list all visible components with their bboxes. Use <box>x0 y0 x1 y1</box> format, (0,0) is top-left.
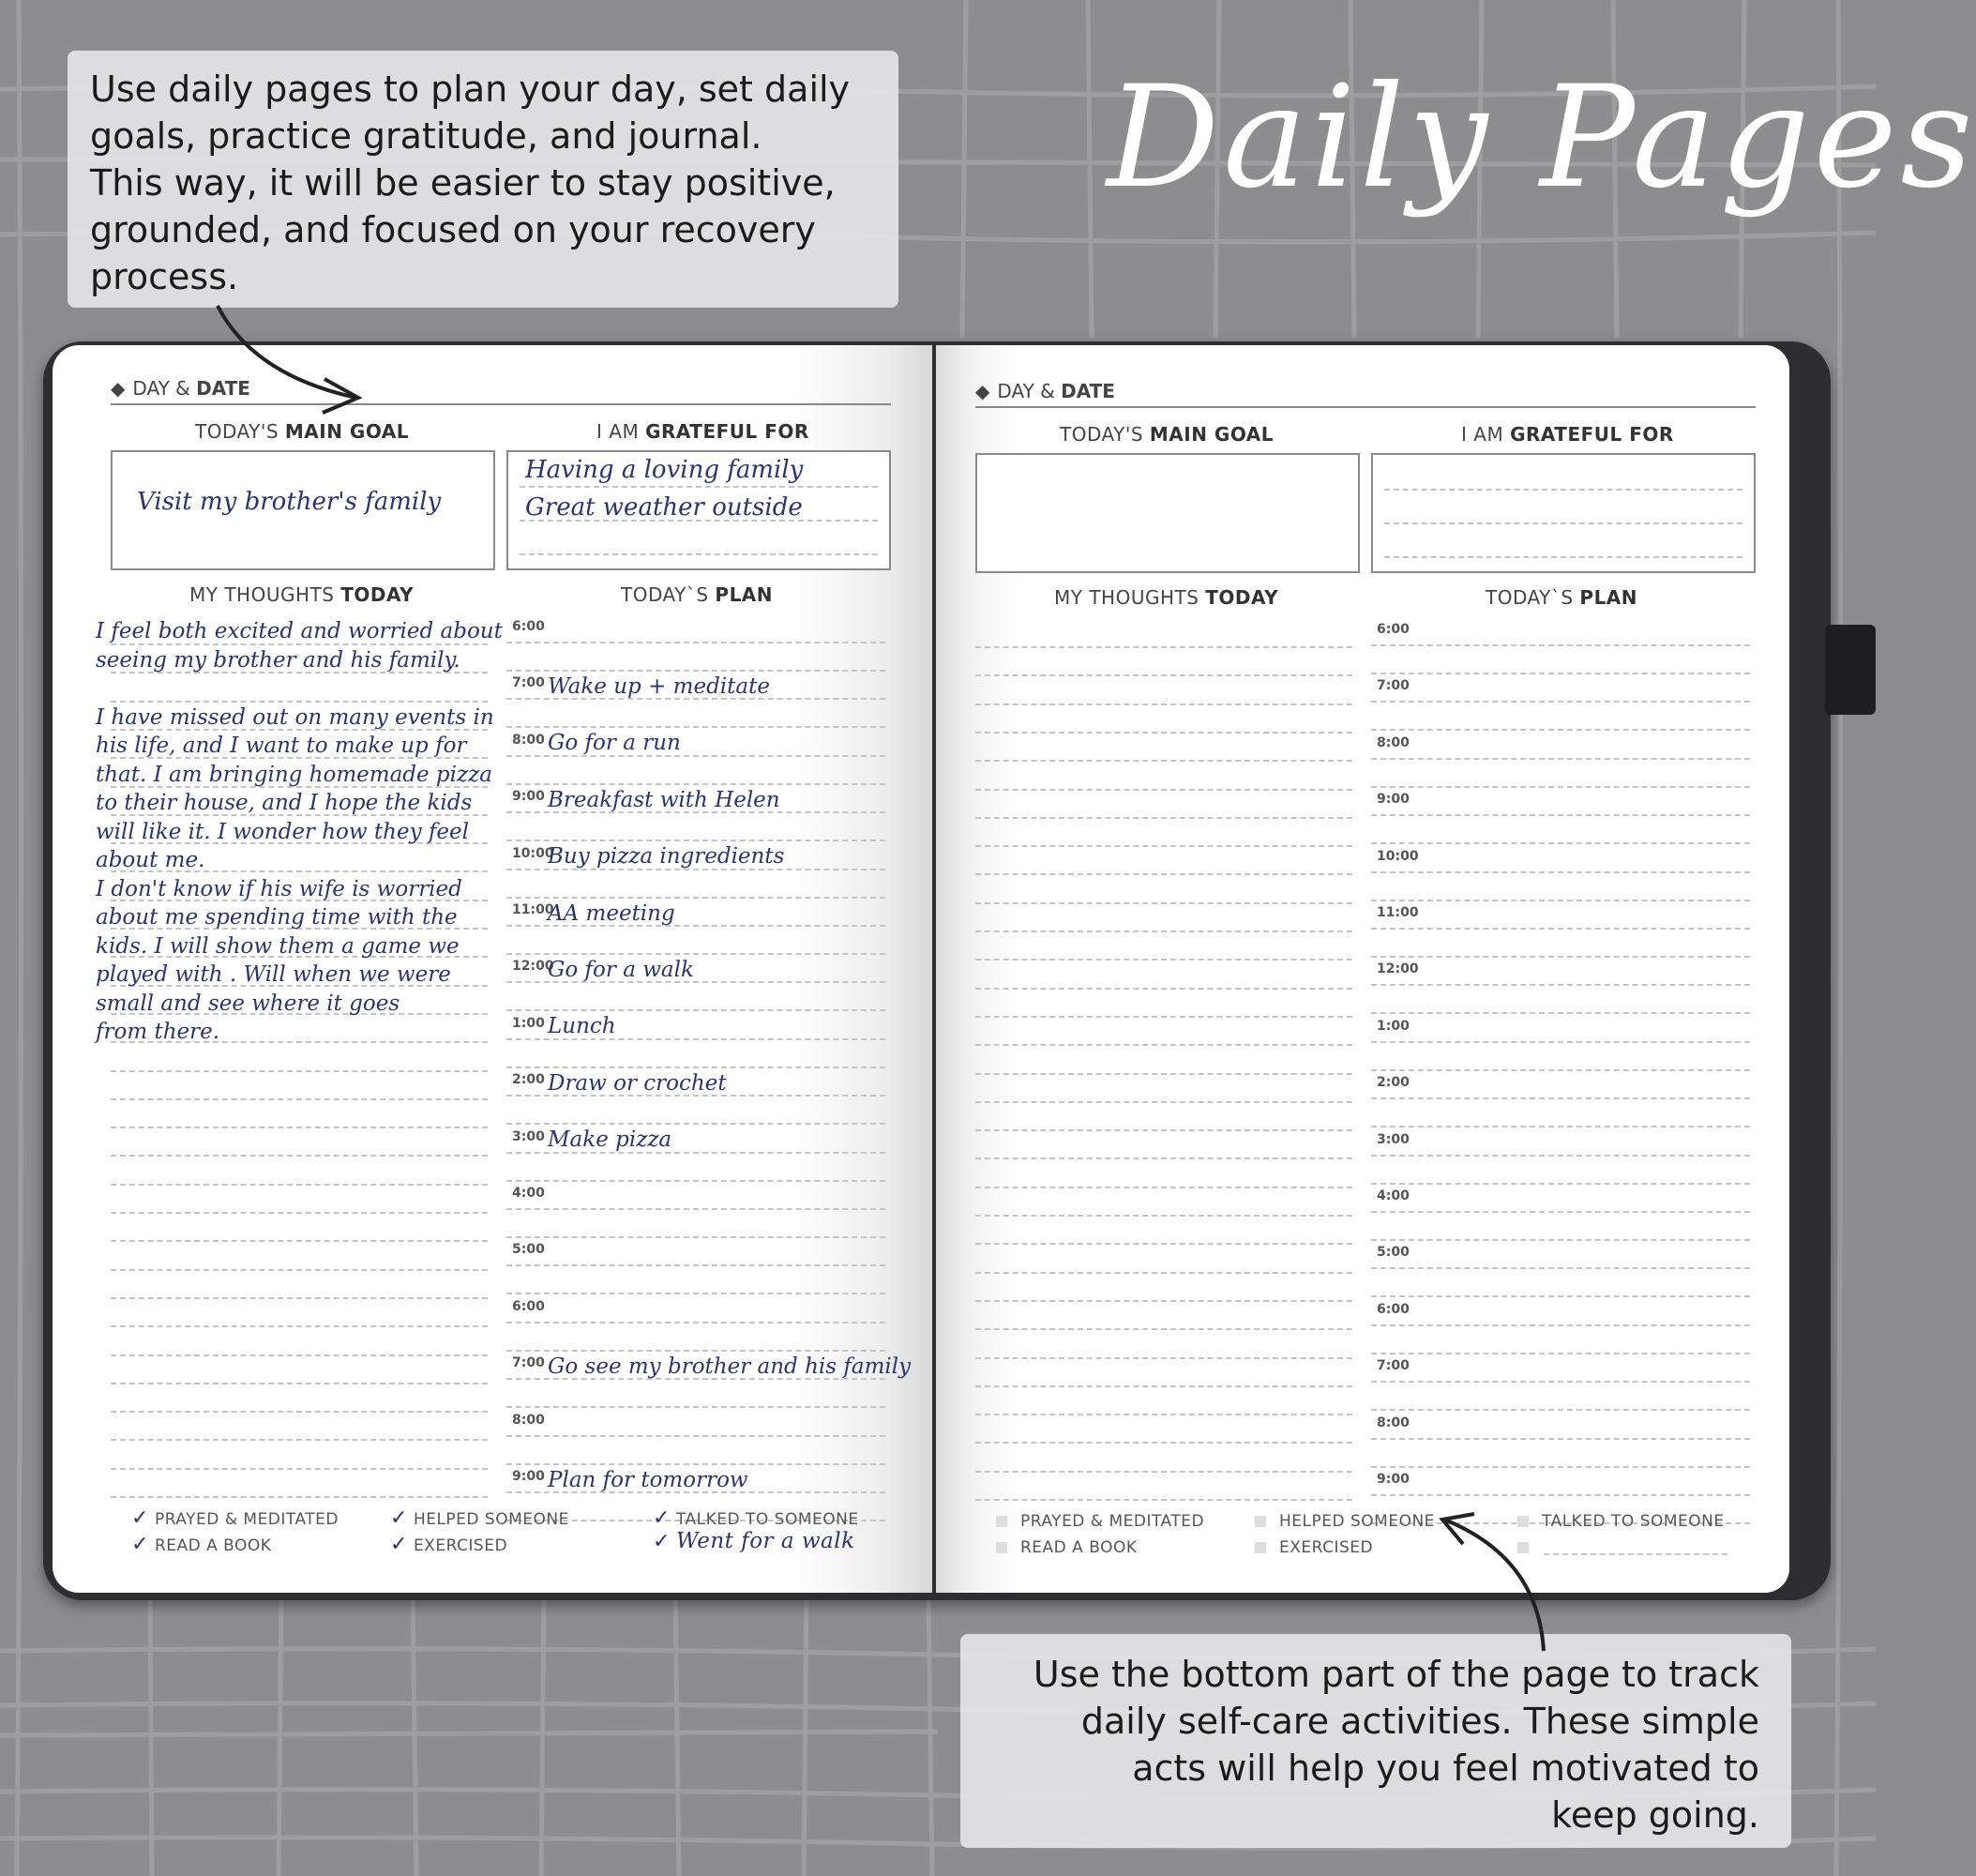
thoughts-line <box>111 701 488 703</box>
checklist-exercised[interactable] <box>1255 1538 1373 1557</box>
plan-line <box>1371 1239 1750 1241</box>
intro-callout-line: process. <box>90 256 239 297</box>
thought-line: to their house, and I hope the kids <box>96 791 473 815</box>
thoughts-line <box>975 1499 1352 1501</box>
day-date-label <box>975 380 1115 402</box>
plan-line <box>506 1009 885 1011</box>
thought-line: seeing my brother and his family. <box>96 647 460 673</box>
thoughts-line <box>111 1127 488 1128</box>
plan-line <box>506 1435 885 1437</box>
main-goal-heading-bold: MAIN GOAL <box>284 420 410 443</box>
checkbox-icon[interactable] <box>1255 1542 1266 1553</box>
check-icon[interactable]: ✓ <box>390 1506 408 1530</box>
time-slot-11: 5:00 <box>1377 1245 1410 1261</box>
plan-line <box>506 1322 885 1324</box>
custom-activity-line <box>1544 1553 1727 1555</box>
check-icon[interactable]: ✓ <box>131 1506 149 1530</box>
time-slot-4: 10:00 <box>512 845 554 861</box>
thought-line: played with . Will when we were <box>96 962 451 987</box>
thoughts-line <box>975 1300 1352 1302</box>
thought-line: small and see where it goes <box>96 991 400 1016</box>
thought-line: will like it. I wonder how they feel <box>96 819 469 844</box>
thoughts-line <box>975 817 1352 819</box>
plan-entry: Go for a walk <box>548 958 694 982</box>
thoughts-line <box>975 789 1352 791</box>
custom-activity-text: Went for a walk <box>675 1529 855 1553</box>
elastic-strap <box>1825 625 1876 715</box>
time-slot-1: 7:00 <box>1377 678 1410 694</box>
plan-line <box>1371 1324 1750 1326</box>
checklist-label: HELPED SOMEONE <box>413 1510 569 1529</box>
plan-entry: AA meeting <box>548 900 675 926</box>
thoughts-line <box>111 1212 488 1214</box>
grateful-heading-bold: GRATEFUL FOR <box>645 420 809 443</box>
plan-line <box>506 1180 885 1182</box>
time-slot-0: 6:00 <box>512 619 545 634</box>
plan-line <box>1371 1183 1750 1185</box>
thoughts-heading <box>1054 586 1278 609</box>
check-icon[interactable]: ✓ <box>653 1506 671 1530</box>
plan-entry: Go see my brother and his family <box>548 1354 912 1379</box>
checklist-custom[interactable] <box>653 1529 855 1553</box>
thoughts-heading <box>189 583 414 606</box>
thoughts-line <box>975 760 1352 762</box>
time-slot-15: 9:00 <box>512 1469 545 1484</box>
thoughts-line <box>975 1442 1352 1444</box>
grateful-line <box>1384 489 1742 491</box>
intro-callout-line: grounded, and focused on your recovery <box>90 209 816 250</box>
plan-heading-bold: PLAN <box>1579 586 1638 609</box>
thoughts-line <box>975 988 1352 990</box>
plan-line <box>1371 814 1750 816</box>
plan-entry: Wake up + meditate <box>548 674 770 699</box>
time-slot-8: 2:00 <box>512 1072 545 1088</box>
time-slot-10: 4:00 <box>1377 1188 1410 1203</box>
tracking-callout-line: keep going. <box>1551 1794 1759 1836</box>
plan-line <box>1371 673 1750 674</box>
plan-line <box>1371 729 1750 731</box>
grateful-line <box>520 553 878 555</box>
thoughts-line <box>111 1155 488 1157</box>
plan-line <box>1371 928 1750 930</box>
grateful-item: Having a loving family <box>525 456 804 484</box>
day-date-bold: DATE <box>196 377 250 400</box>
plan-line <box>1371 1126 1750 1127</box>
plan-entry: Make pizza <box>548 1127 672 1153</box>
plan-line <box>506 1264 885 1266</box>
time-slot-13: 7:00 <box>1377 1358 1410 1374</box>
grateful-line <box>1384 522 1742 524</box>
thought-line: his life, and I want to make up for <box>96 734 467 758</box>
plan-line <box>506 726 885 728</box>
checklist-helped[interactable] <box>1255 1512 1435 1531</box>
thoughts-line <box>975 674 1352 676</box>
grateful-box <box>1371 453 1756 573</box>
thoughts-line <box>975 1073 1352 1075</box>
plan-line <box>506 1350 885 1352</box>
checklist-label: PRAYED & MEDITATED <box>154 1510 339 1529</box>
time-slot-12: 6:00 <box>1377 1301 1410 1317</box>
grateful-heading-text: I AM <box>596 420 646 443</box>
thought-line: I have missed out on many events in <box>96 704 494 730</box>
time-slot-8: 2:00 <box>1377 1075 1410 1091</box>
tracking-callout-line: Use the bottom part of the page to track <box>1033 1654 1759 1695</box>
plan-line <box>1371 1155 1750 1157</box>
thoughts-heading-bold: TODAY <box>340 583 415 606</box>
thoughts-line <box>975 1385 1352 1387</box>
thoughts-line <box>975 1129 1352 1131</box>
thoughts-heading-bold: TODAY <box>1205 586 1279 609</box>
thoughts-line <box>975 1272 1352 1274</box>
thoughts-line <box>975 1044 1352 1046</box>
thoughts-line <box>111 1325 488 1327</box>
intro-callout-line: This way, it will be easier to stay positive, <box>90 162 836 204</box>
time-slot-6: 12:00 <box>1377 961 1419 977</box>
checkbox-icon[interactable] <box>1255 1516 1266 1527</box>
plan-entry: Go for a run <box>548 731 681 756</box>
plan-entry: Lunch <box>548 1014 616 1039</box>
plan-line <box>1371 956 1750 958</box>
thoughts-line <box>975 1101 1352 1103</box>
plan-line <box>1371 1466 1750 1468</box>
plan-line <box>1371 871 1750 873</box>
plan-line <box>1371 1353 1750 1354</box>
header-rule <box>111 403 891 405</box>
checklist-prayed[interactable] <box>131 1506 339 1530</box>
plan-entry: Breakfast with Helen <box>548 787 780 812</box>
tracking-callout-line: acts will help you feel motivated to <box>1132 1747 1759 1789</box>
plan-line <box>1371 644 1750 646</box>
thoughts-line <box>975 1357 1352 1359</box>
grateful-heading-text: I AM <box>1461 423 1511 446</box>
plan-line <box>506 840 885 841</box>
plan-line <box>506 1208 885 1210</box>
thoughts-line <box>975 646 1352 648</box>
plan-line <box>506 1067 885 1068</box>
grateful-heading-bold: GRATEFUL FOR <box>1510 423 1674 446</box>
leaf-icon: ◆ <box>111 377 126 400</box>
plan-line <box>1371 842 1750 844</box>
checklist-read[interactable] <box>996 1538 1137 1557</box>
day-date-text: DAY & <box>132 377 197 400</box>
thoughts-line <box>111 1496 488 1498</box>
header-rule <box>975 406 1756 408</box>
plan-entry: Buy pizza ingredients <box>548 844 785 870</box>
time-slot-14: 8:00 <box>512 1412 545 1428</box>
thought-line: from there. <box>96 1020 220 1044</box>
plan-heading <box>621 583 773 606</box>
check-icon[interactable]: ✓ <box>131 1533 149 1556</box>
thoughts-line <box>111 1297 488 1299</box>
plan-line <box>1371 1409 1750 1411</box>
thought-line: that. I am bringing homemade pizza <box>96 762 492 787</box>
thoughts-heading-text: MY THOUGHTS <box>1054 586 1206 609</box>
day-date-label <box>111 377 250 400</box>
time-slot-0: 6:00 <box>1377 622 1410 637</box>
thoughts-line <box>111 1411 488 1413</box>
checklist-label: EXERCISED <box>413 1536 508 1555</box>
grateful-heading <box>596 420 809 443</box>
checklist-label: HELPED SOMEONE <box>1279 1512 1435 1531</box>
plan-line <box>1371 758 1750 760</box>
plan-heading-text: TODAY`S <box>1486 586 1580 609</box>
grateful-line <box>1384 556 1742 558</box>
plan-line <box>506 1236 885 1238</box>
intro-callout-line: Use daily pages to plan your day, set daily <box>90 68 851 110</box>
time-slot-12: 6:00 <box>512 1298 545 1314</box>
tracking-callout-line: daily self-care activities. These simple <box>1080 1701 1759 1742</box>
time-slot-4: 10:00 <box>1377 848 1419 864</box>
thoughts-line <box>975 1471 1352 1473</box>
time-slot-15: 9:00 <box>1377 1472 1410 1487</box>
checkbox-icon[interactable] <box>1517 1516 1529 1527</box>
checklist-read[interactable] <box>131 1533 271 1556</box>
plan-line <box>506 1293 885 1294</box>
checklist-custom-empty[interactable] <box>1517 1538 1542 1557</box>
time-slot-13: 7:00 <box>512 1355 545 1371</box>
daily-pages-title: Daily Pages <box>1107 56 1976 219</box>
thoughts-line <box>975 873 1352 875</box>
time-slot-2: 8:00 <box>512 732 545 748</box>
thoughts-line <box>111 1070 488 1072</box>
plan-line <box>1371 1097 1750 1099</box>
time-slot-3: 9:00 <box>512 789 545 805</box>
checklist-helped[interactable] <box>390 1506 569 1530</box>
check-icon[interactable]: ✓ <box>653 1530 671 1553</box>
time-slot-6: 12:00 <box>512 959 554 975</box>
thoughts-line <box>975 1243 1352 1245</box>
plan-line <box>1371 1069 1750 1071</box>
thoughts-line <box>975 1414 1352 1415</box>
thought-line: about me spending time with the <box>96 905 458 930</box>
plan-line <box>1371 1381 1750 1383</box>
thought-line: I feel both excited and worried about <box>96 619 503 643</box>
plan-line <box>1371 1295 1750 1297</box>
main-goal-text: Visit my brother's family <box>137 488 442 516</box>
checklist-prayed[interactable] <box>996 1512 1204 1531</box>
thoughts-line <box>975 1328 1352 1330</box>
thoughts-line <box>975 1016 1352 1018</box>
thoughts-line <box>111 643 488 645</box>
plan-line <box>506 1463 885 1465</box>
thoughts-heading-text: MY THOUGHTS <box>189 583 341 606</box>
grateful-item: Great weather outside <box>525 493 803 522</box>
plan-line <box>1371 1494 1750 1496</box>
checklist-label: PRAYED & MEDITATED <box>1020 1512 1205 1531</box>
thoughts-line <box>111 1240 488 1242</box>
plan-line <box>1371 984 1750 986</box>
check-icon[interactable]: ✓ <box>390 1533 408 1556</box>
thoughts-line <box>111 1354 488 1356</box>
thoughts-line <box>975 732 1352 734</box>
thoughts-line <box>975 902 1352 904</box>
intro-callout <box>68 51 898 308</box>
thoughts-line <box>111 1439 488 1441</box>
leaf-icon: ◆ <box>975 380 990 402</box>
thoughts-line <box>975 959 1352 961</box>
thought-line: kids. I will show them a game we <box>96 933 460 959</box>
tracking-callout <box>960 1634 1791 1848</box>
plan-line <box>506 642 885 643</box>
main-goal-heading-bold: MAIN GOAL <box>1149 423 1275 446</box>
plan-line <box>1371 1438 1750 1440</box>
thoughts-line <box>975 1187 1352 1188</box>
checklist-label: READ A BOOK <box>154 1536 272 1555</box>
plan-entry: Draw or crochet <box>548 1070 727 1096</box>
grateful-heading <box>1461 423 1674 446</box>
main-goal-heading <box>195 420 409 443</box>
plan-line <box>506 1406 885 1408</box>
checklist-exercised[interactable] <box>390 1533 507 1556</box>
thought-line: I don't know if his wife is worried <box>96 876 462 901</box>
time-slot-11: 5:00 <box>512 1242 545 1258</box>
plan-heading <box>1486 586 1637 609</box>
checklist-talked[interactable] <box>653 1506 859 1530</box>
time-slot-10: 4:00 <box>512 1186 545 1201</box>
checklist-talked[interactable] <box>1517 1512 1725 1531</box>
time-slot-5: 11:00 <box>512 902 554 917</box>
thoughts-line <box>975 845 1352 847</box>
checkbox-icon[interactable] <box>1517 1542 1529 1553</box>
main-goal-heading-text: TODAY'S <box>195 420 285 443</box>
thoughts-line <box>975 704 1352 705</box>
day-date-text: DAY & <box>997 380 1062 402</box>
thought-line: about me. <box>96 848 205 872</box>
main-goal-heading-text: TODAY'S <box>1060 423 1150 446</box>
day-date-bold: DATE <box>1061 380 1115 402</box>
time-slot-3: 9:00 <box>1377 792 1410 808</box>
plan-line <box>1371 1012 1750 1014</box>
time-slot-14: 8:00 <box>1377 1415 1410 1430</box>
thoughts-line <box>975 930 1352 932</box>
thoughts-line <box>975 1157 1352 1159</box>
plan-line <box>1371 1211 1750 1213</box>
time-slot-2: 8:00 <box>1377 734 1410 750</box>
plan-heading-text: TODAY`S <box>621 583 716 606</box>
time-slot-5: 11:00 <box>1377 905 1419 920</box>
grateful-line <box>520 486 878 488</box>
plan-line <box>506 783 885 785</box>
checklist-label: TALKED TO SOMEONE <box>1542 1512 1725 1531</box>
time-slot-1: 7:00 <box>512 675 545 691</box>
thoughts-line <box>111 672 488 673</box>
plan-line <box>506 670 885 672</box>
checkbox-icon[interactable] <box>996 1516 1007 1527</box>
thoughts-line <box>975 1215 1352 1217</box>
plan-line <box>1371 1041 1750 1043</box>
main-goal-heading <box>1060 423 1274 446</box>
plan-line <box>506 953 885 955</box>
plan-line <box>506 897 885 899</box>
checklist-label: READ A BOOK <box>1020 1538 1138 1557</box>
checklist-label: EXERCISED <box>1279 1538 1374 1557</box>
time-slot-7: 1:00 <box>1377 1018 1410 1034</box>
plan-line <box>1371 1267 1750 1269</box>
plan-heading-bold: PLAN <box>715 583 774 606</box>
thoughts-line <box>111 1184 488 1186</box>
plan-entry: Plan for tomorrow <box>548 1467 748 1492</box>
time-slot-9: 3:00 <box>1377 1131 1410 1147</box>
thoughts-line <box>111 1383 488 1384</box>
time-slot-9: 3:00 <box>512 1128 545 1144</box>
checklist-label: TALKED TO SOMEONE <box>675 1510 859 1529</box>
plan-line <box>1371 900 1750 901</box>
thoughts-line <box>111 1269 488 1271</box>
time-slot-7: 1:00 <box>512 1015 545 1031</box>
plan-line <box>1371 786 1750 788</box>
thoughts-line <box>111 1468 488 1470</box>
plan-line <box>1371 701 1750 703</box>
plan-line <box>506 1123 885 1125</box>
intro-callout-line: goals, practice gratitude, and journal. <box>90 115 762 157</box>
checkbox-icon[interactable] <box>996 1542 1007 1553</box>
main-goal-box <box>975 453 1360 573</box>
thoughts-line <box>111 1098 488 1100</box>
